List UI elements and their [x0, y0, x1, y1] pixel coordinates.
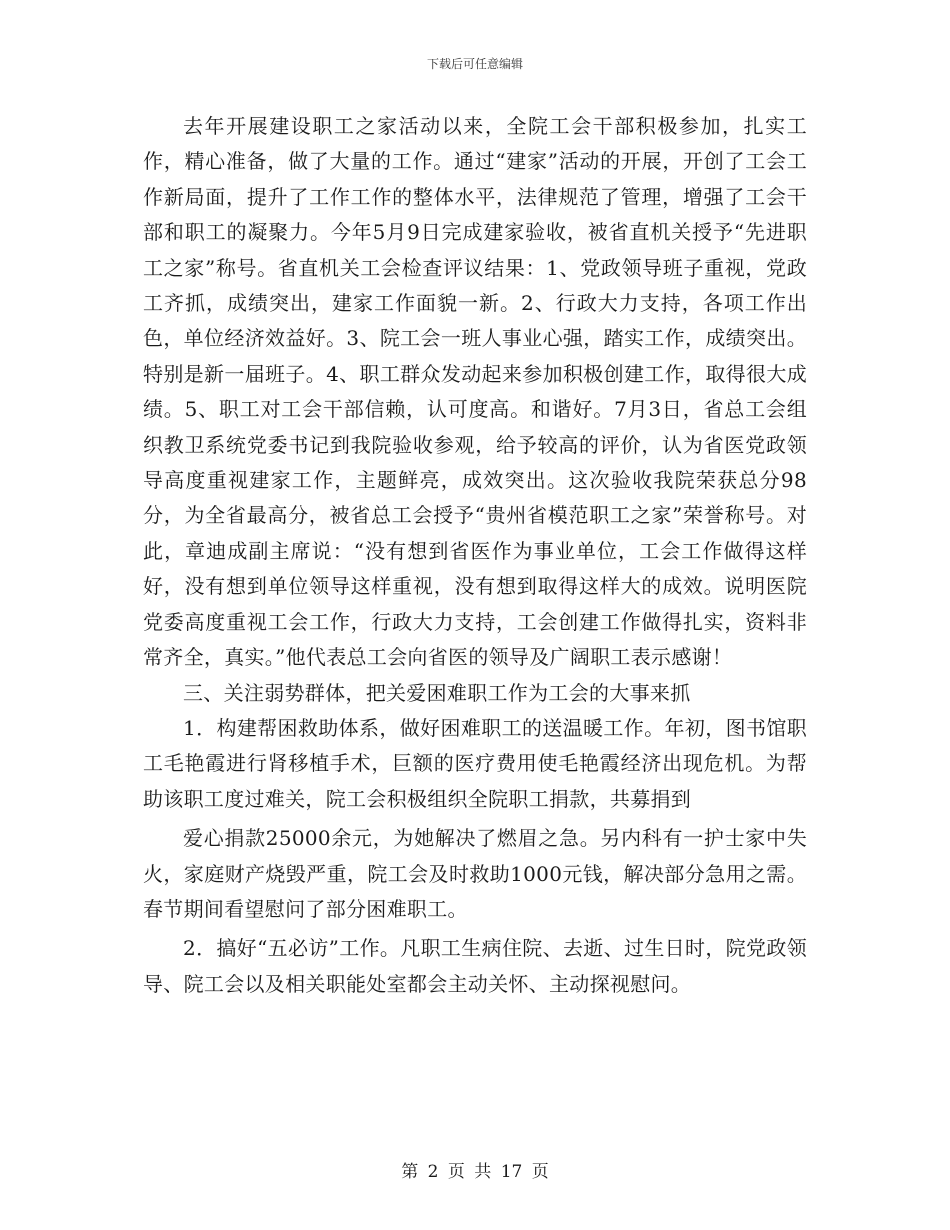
paragraph-assistance-system: 1．构建帮困救助体系，做好困难职工的送温暖工作。年初，图书馆职工毛艳霞进行肾移植手术，巨额的医疗费用使毛艳霞经济出现危机。为帮助该职工度过难关，院工会积极组织全院职工捐款，共募捐到	[143, 715, 807, 811]
paragraph-donation-result: 爱心捐款25000余元，为她解决了燃眉之急。另内科有一护士家中失火，家庭财产烧毁严重，院工会及时救助1000元钱，解决部分急用之需。春节期间看望慰问了部分困难职工。	[143, 826, 807, 921]
paragraph-union-home-building: 去年开展建设职工之家活动以来，全院工会干部积极参加，扎实工作，精心准备，做了大量的工作。通过“建家”活动的开展，开创了工会工作新局面，提升了工作工作的整体水平，法律规范了管理，增强了工会干部和职工的凝聚力。今年5月9日完成建家验收，被省直机关授予“先进职工之家”称号。省直机关工会检查评议结果：1、党政领导班子重视，党政工齐抓，成绩突出，建家工作面貌一新。2、行政大力支持，各项工作出色，单位经济效益好。3、院工会一班人事业心强，踏实工作，成绩突出。特别是新一届班子。4、职工群众发动起来参加积极创建工作，取得很大成绩。5、职工对工会干部信赖，认可度高。和谐好。7月3日，省总工会组织教卫系统党委书记到我院验收参观，给予较高的评价，认为省医党政领导高度重视建家工作，主题鲜亮，成效突出。这次验收我院荣获总分98分，为全省最高分，被省总工会授予“贵州省模范职工之家”荣誉称号。对此，章迪成副主席说：“没有想到省医作为事业单位，工会工作做得这样好，没有想到单位领导这样重视，没有想到取得这样大的成效。说明医院党委高度重视工会工作，行政大力支持，工会创建工作做得扎实，资料非常齐全，真实。”他代表总工会向省医的领导及广阔职工表示感谢！	[143, 114, 807, 670]
page-number: 第 2 页 共 17 页	[401, 1162, 549, 1182]
section-heading-vulnerable-groups: 三、关注弱势群体，把关爱困难职工作为工会的大事来抓	[183, 680, 691, 705]
document-body	[143, 109, 807, 1002]
paragraph-five-visits: 2．搞好“五必访”工作。凡职工生病住院、去逝、过生日时，院党政领导、院工会以及相关职能处室都会主动关怀、主动探视慰问。	[143, 936, 807, 996]
page-header-note: 下载后可任意编辑	[426, 57, 523, 71]
